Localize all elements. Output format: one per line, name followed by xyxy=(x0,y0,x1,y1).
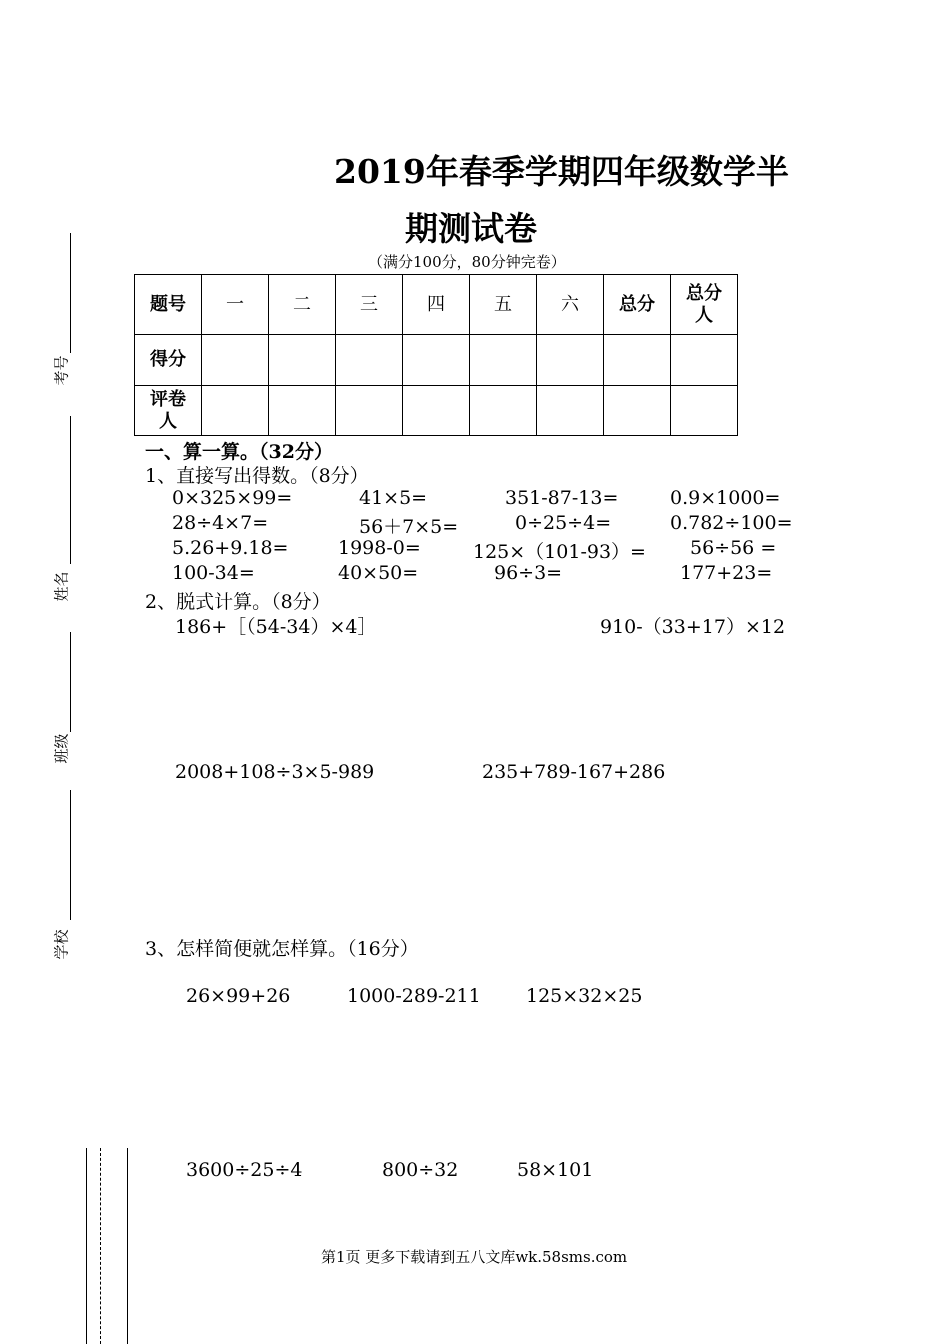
q1-item: 40×50= xyxy=(338,562,419,584)
score-cell[interactable] xyxy=(403,335,470,386)
q1-item: 96÷3= xyxy=(494,562,563,584)
score-table-header-row xyxy=(135,275,738,335)
header-total: 总分 xyxy=(604,275,671,335)
grader-cell[interactable] xyxy=(403,386,470,436)
header-col-4: 四 xyxy=(403,275,470,335)
header-col-6: 六 xyxy=(537,275,604,335)
q1-item: 56÷56 = xyxy=(690,537,777,559)
grader-cell[interactable] xyxy=(470,386,537,436)
q3-item: 1000-289-211 xyxy=(347,985,481,1007)
q2-item: 2008+108÷3×5-989 xyxy=(175,761,375,783)
q1-item: 100-34= xyxy=(172,562,255,584)
q1-item: 41×5= xyxy=(359,487,428,509)
cut-line-dashed xyxy=(100,1148,101,1344)
school-label: 学校 xyxy=(52,929,71,960)
score-cell[interactable] xyxy=(537,335,604,386)
q1-item: 0×325×99= xyxy=(172,487,293,509)
q1-item: 1998-0= xyxy=(338,537,421,559)
section-1-heading: 一、算一算。（32分） xyxy=(145,441,333,463)
grader-cell[interactable] xyxy=(336,386,403,436)
header-col-2: 二 xyxy=(269,275,336,335)
binding-line-1 xyxy=(70,233,71,353)
q3-item: 26×99+26 xyxy=(186,985,291,1007)
header-question-no: 题号 xyxy=(135,275,202,335)
name-label: 姓名 xyxy=(52,571,71,602)
q1-item: 0÷25÷4= xyxy=(515,512,612,534)
header-col-1: 一 xyxy=(202,275,269,335)
grader-cell[interactable] xyxy=(537,386,604,436)
q2-label: 2、脱式计算。（8分） xyxy=(145,591,331,613)
q3-item: 125×32×25 xyxy=(526,985,643,1007)
grader-cell[interactable] xyxy=(202,386,269,436)
page-subtitle: （满分100分，80分钟完卷） xyxy=(368,253,566,271)
q1-item: 125×（101-93）= xyxy=(473,541,646,563)
page-title-line-1: 2019年春季学期四年级数学半 xyxy=(334,152,789,191)
q3-item: 58×101 xyxy=(517,1159,594,1181)
grader-cell[interactable] xyxy=(604,386,671,436)
score-cell[interactable] xyxy=(202,335,269,386)
grader-cell[interactable] xyxy=(671,386,738,436)
q1-item: 351-87-13= xyxy=(505,487,619,509)
q1-label: 1、直接写出得数。（8分） xyxy=(145,465,369,487)
row-score-label: 得分 xyxy=(135,335,202,386)
cut-line-left xyxy=(86,1148,87,1344)
binding-line-2 xyxy=(70,416,71,564)
exam-number-label: 考号 xyxy=(52,355,71,386)
row-grader-label: 评卷人 xyxy=(135,386,202,436)
score-cell[interactable] xyxy=(470,335,537,386)
q1-item: 56＋7×5= xyxy=(359,516,459,538)
class-label: 班级 xyxy=(52,733,71,764)
score-table-grader-row xyxy=(135,386,738,436)
page-title-line-2: 期测试卷 xyxy=(405,209,537,248)
header-total-grader: 总分人 xyxy=(671,275,738,335)
score-cell[interactable] xyxy=(269,335,336,386)
q1-item: 28÷4×7= xyxy=(172,512,269,534)
page-footer: 第1页 更多下载请到五八文库wk.58sms.com xyxy=(321,1248,628,1266)
score-cell[interactable] xyxy=(604,335,671,386)
q1-item: 0.9×1000= xyxy=(670,487,781,509)
binding-line-4 xyxy=(70,790,71,920)
q1-item: 5.26+9.18= xyxy=(172,537,289,559)
q3-item: 3600÷25÷4 xyxy=(186,1159,303,1181)
q2-item: 235+789-167+286 xyxy=(482,761,666,783)
q3-label: 3、怎样简便就怎样算。（16分） xyxy=(145,938,419,960)
score-table-score-row xyxy=(135,335,738,386)
binding-line-3 xyxy=(70,632,71,732)
score-table xyxy=(134,274,738,436)
q1-item: 0.782÷100= xyxy=(670,512,793,534)
header-col-5: 五 xyxy=(470,275,537,335)
q3-item: 800÷32 xyxy=(382,1159,459,1181)
q2-item: 186+［（54-34）×4］ xyxy=(175,616,377,638)
q2-item: 910-（33+17）×12 xyxy=(600,616,786,638)
grader-cell[interactable] xyxy=(269,386,336,436)
q1-item: 177+23= xyxy=(680,562,773,584)
cut-line-right xyxy=(127,1148,128,1344)
score-cell[interactable] xyxy=(336,335,403,386)
score-cell[interactable] xyxy=(671,335,738,386)
header-col-3: 三 xyxy=(336,275,403,335)
